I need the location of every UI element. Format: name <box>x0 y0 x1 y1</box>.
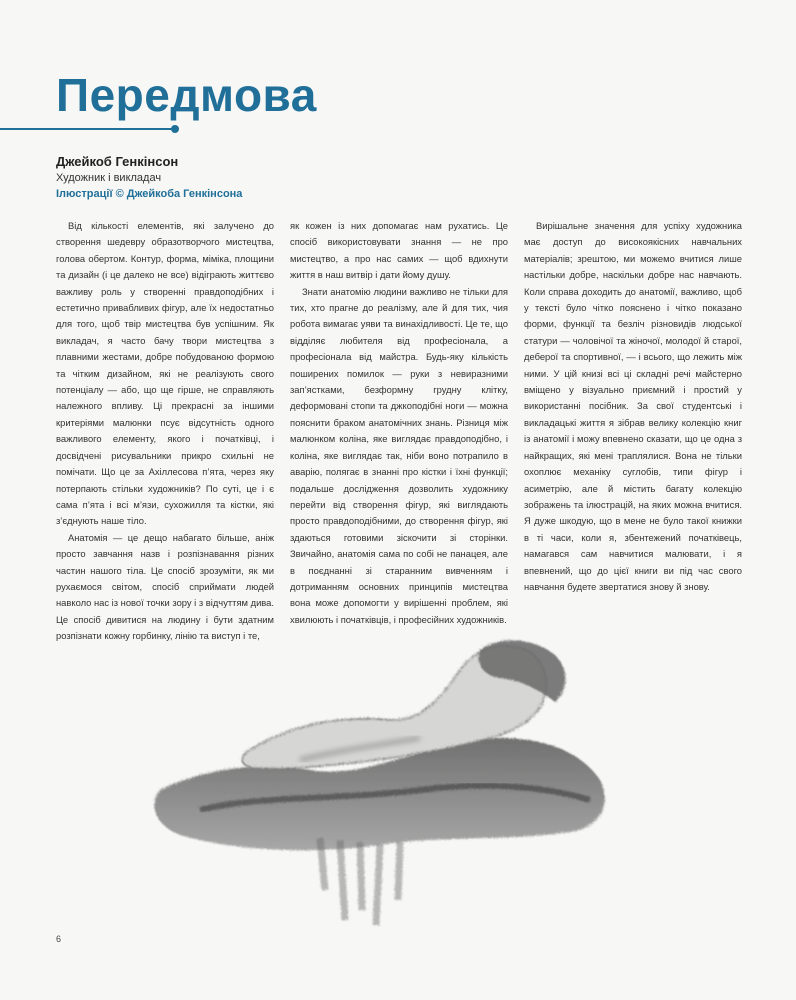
page-number: 6 <box>56 934 62 944</box>
page-title: Передмова <box>56 69 317 121</box>
charcoal-figure-illustration <box>140 620 620 940</box>
text-column-2 <box>290 218 508 628</box>
title-underline <box>0 128 176 130</box>
author-name: Джейкоб Генкінсон <box>56 154 179 169</box>
paragraph: Знати анатомію людини важливо не тільки для тих, хто прагне до реалізму, але й для тих, чия робота вимагає уяви та винахідливості. Це те, що відділяє любителя від професіонала, а професіонала від майстра. Будь-яку кількість поширених помилок — руки з невиразними зап’ястками, безформну грудну клітку, деформовані стопи та джкоподібні ноги — можна пояснити браком анатомічних знань. Різниця між малюнком коліна, яке виглядає правдоподібно, і коліна, яке виглядає так, ніби воно потрапило в аварію, полягає в знанні про кістки і їхні функції; подальше дослідження дозволить художнику перейти від створення фігур, які виглядають просто правдоподібними, до створення фігур, які здаються готовими зіскочити зі сторінки. Звичайно, анатомія сама по собі не панацея, але в поєднанні зі старанним вивченням і дотриманням основних принципів мистецтва вона може допомогти у вирішенні проблем, які хвилюють і початківців, і професійних художників. <box>290 285 508 625</box>
title-underline-dot <box>171 125 179 133</box>
text-column-3 <box>524 218 742 595</box>
text-column-1 <box>56 218 274 645</box>
author-role: Художник і викладач <box>56 172 162 184</box>
paragraph: Анатомія — це дещо набагато більше, аніж просто завчання назв і розпізнавання різних частин нашого тіла. Це спосіб зрозуміти, як ми рухаємося світом, спосіб сприймати людей навколо нас із нової точки зору і з відчуттям дива. Це спосіб дивитися на людину і бути здатним розпізнати кожну горбинку, лінію та виступ і те, <box>56 531 274 642</box>
paragraph: Вирішальне значення для успіху художника має доступ до високоякісних навчальних матеріалів; зрештою, ми можемо вчитися лише настільки добре, наскільки добре нас навчають. Коли справа доходить до анатомії, важливо, щоб у тексті було чітко пояснено і чітко показано форми, функції та безліч різновидів людської статури — чоловічої та жіночої, молодої й старої, деберої та спортивної, — і всього, що лежить між ними. У цій книзі всі ці складні речі майстерно вміщено у візуально приємний і простий у використанні посібник. За свої студентські і викладацькі життя я зібрав велику колекцію книг із анатомії і можу впевнено сказати, що це одна з найкращих, які мені траплялися. Вона не тільки охоплює механіку суглобів, типи фігур і асиметрію, але й містить багату колекцію зображень та ілюстрацій, на яких можна вчитися. Я дуже шкодую, що в мене не було такої книжки в ті часи, коли я, збентежений початківець, намагався сам навчитися малювати, і я впевнений, що до цієї книги ви під час свого навчання будете звертатися знову й знову. <box>524 220 742 592</box>
paragraph: Від кількості елементів, які залучено до створення шедевру образотворчого мистецтва, голова обертом. Контур, форма, міміка, площини та дизайн (і це далеко не все) відіграють життєво важливу роль у створенні правдоподібних і естетично привабливих фігур, але їх недостатньо для того, щоб твір мистецтва був успішним. Як викладач, я часто бачу твори мистецтва з плавними жестами, добре побудованою формою та чітким дизайном, які не реалізують свого потенціалу — або, що ще гірше, не справляють належного впливу. Ці прекрасні за іншими критеріями малюнки псує відсутність одного важливого елементу, якого і початківці, і досвідчені рисувальники прикро схильні не помічати. Що це за Ахіллесова п’ята, через яку потерпають стільки художників? По суті, це і є сама п’ята і всі м’язи, сухожилля та кістки, які з’єднують наше тіло. <box>56 220 274 527</box>
paragraph: як кожен із них допомагає нам рухатись. Це спосіб використовувати знання — не про мистецтво, а про нас самих — щоб вдихнути життя в наш витвір і дати йому душу. <box>290 220 508 281</box>
illustration-credit: Ілюстрації © Джейкоба Генкінсона <box>56 188 243 200</box>
